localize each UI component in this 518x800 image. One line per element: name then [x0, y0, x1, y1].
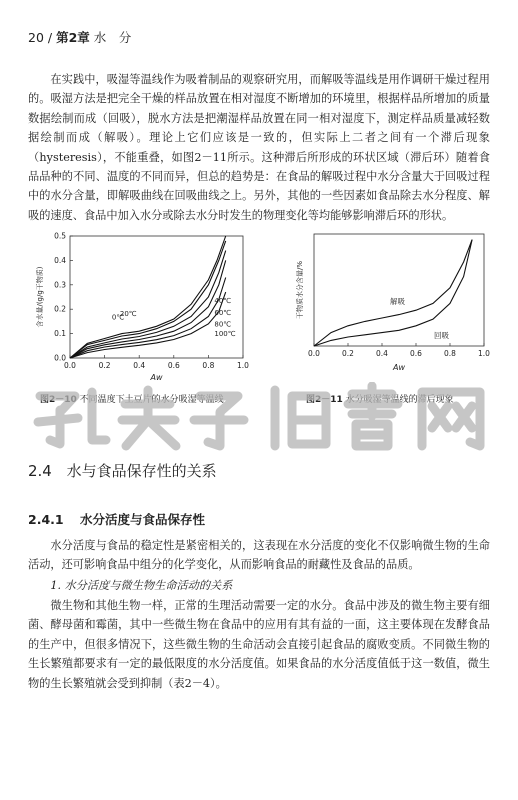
paragraph-microorganism: 微生物和其他生物一样，正常的生理活动需要一定的水分。食品中涉及的微生物主要有细菌、酵母菌和霉菌，其中一些微生物在食品中的应用有其有益的一面，这主要体现在发酵食品的生产中，但很多情况下，这些微生物的生命活动会直接引起食品的腐败变质。不同微生物的生长繁殖都要求有一定的最低限度的水分活度值。如果食品的水分活度值低于这一数值，微生物的生长繁殖就会受到抑制（表2－4）。 [28, 599, 490, 690]
series-label: 60℃ [214, 308, 232, 317]
figure-2-11-caption-text: 水分吸湿等温线的滞后现象 [345, 395, 454, 405]
figure-2-10-number: 图2－10 [40, 395, 77, 405]
x-tick-label: 0.4 [133, 361, 146, 370]
x-tick-label: 1.0 [478, 349, 490, 358]
x-tick-label: 0.8 [444, 349, 456, 358]
paragraph-intro: 水分活度与食品的稳定性是紧密相关的，这表现在水分活度的变化不仅影响微生物的生命活动，还可影响食品中组分的化学变化，从而影响食品的耐藏性及食品的品质。 [28, 539, 490, 572]
x-tick-label: 0.2 [342, 349, 354, 358]
x-axis-label: Aw [150, 373, 163, 382]
paragraph-hysteresis: 在实践中，吸湿等温线作为吸着制品的观察研究用，而解吸等温线是用作调研干燥过程用的。吸湿方法是把完全干燥的样品放置在相对湿度不断增加的环境里，根据样品所增加的质量数据绘制而成（回吸），脱水方法是把潮湿样品放置在同一相对湿度下，测定样品质量减轻数据绘制而成（解吸）。理论上它们应该是一致的，但实际上二者之间有一个滞后现象（hysteresis），不能重叠，如图2－11所示。这种滞后所形成的环状区域（滞后环）随着食品品种的不同、温度的不同而异，但总的趋势是：在食品的解吸过程中水分含量大于回吸过程中的水分含量，即解吸曲线在回吸曲线之上。另外，其他的一些因素如食品除去水分程度、解吸的速度、食品中加入水分或除去水分时发生的物理变化等均能够影响滞后环的形状。 [28, 73, 490, 222]
x-tick-label: 0.0 [64, 361, 76, 370]
figure-2-11-number: 图2－11 [306, 395, 343, 405]
subsection-heading-2-4-1 [28, 510, 205, 528]
section-heading-2-4 [28, 460, 217, 481]
x-tick-label: 0.2 [98, 361, 111, 370]
x-tick-label: 0.0 [308, 349, 320, 358]
series-label: 20℃ [119, 310, 137, 319]
y-tick-label: 0.3 [54, 280, 66, 290]
y-tick-label: 0.0 [54, 353, 66, 363]
series-label: 0℃ [111, 313, 125, 322]
figure-2-11-chart [282, 226, 492, 386]
y-axis-label: 干物质水分含量/% [296, 260, 304, 320]
series-label: 100℃ [214, 329, 236, 338]
isotherm-line [70, 241, 226, 358]
section-title: 水与食品保存性的关系 [66, 462, 217, 480]
isotherm-line [70, 292, 226, 358]
y-tick-label: 0.2 [54, 304, 66, 314]
x-tick-label: 1.0 [237, 361, 249, 370]
y-tick-label: 0.1 [54, 329, 66, 339]
page-number: 20 [28, 30, 44, 45]
y-tick-label: 0.5 [54, 231, 66, 241]
series-label: 80℃ [214, 320, 232, 329]
series-label: 回吸 [434, 330, 449, 340]
y-axis-label: 含水量/(g/g干物质) [36, 266, 44, 328]
isotherm-line [70, 236, 226, 358]
series-label: 40℃ [214, 297, 232, 305]
x-axis-label: Aw [392, 363, 406, 372]
series-label: 解吸 [390, 297, 405, 307]
page-header: 20 / 第2章 水 分 [28, 30, 132, 45]
figure-2-10-chart [28, 226, 258, 386]
chapter-title: 水 分 [93, 30, 132, 45]
x-tick-label: 0.6 [410, 349, 422, 358]
x-tick-label: 0.4 [376, 349, 388, 358]
x-tick-label: 0.8 [202, 361, 215, 370]
y-tick-label: 0.4 [54, 255, 66, 265]
section-number: 2.4 [28, 462, 52, 480]
x-tick-label: 0.6 [167, 361, 180, 370]
subheading-microorganism: 1. 水分活度与微生物生命活动的关系 [50, 579, 233, 592]
watermark-logo [30, 382, 500, 452]
subsection-title: 水分活度与食品保存性 [79, 512, 205, 527]
chapter-number: 第2章 [56, 30, 90, 45]
figure-2-10-caption-text: 不同温度下土豆片的水分吸湿等温线 [79, 395, 224, 405]
subsection-number: 2.4.1 [28, 512, 64, 527]
